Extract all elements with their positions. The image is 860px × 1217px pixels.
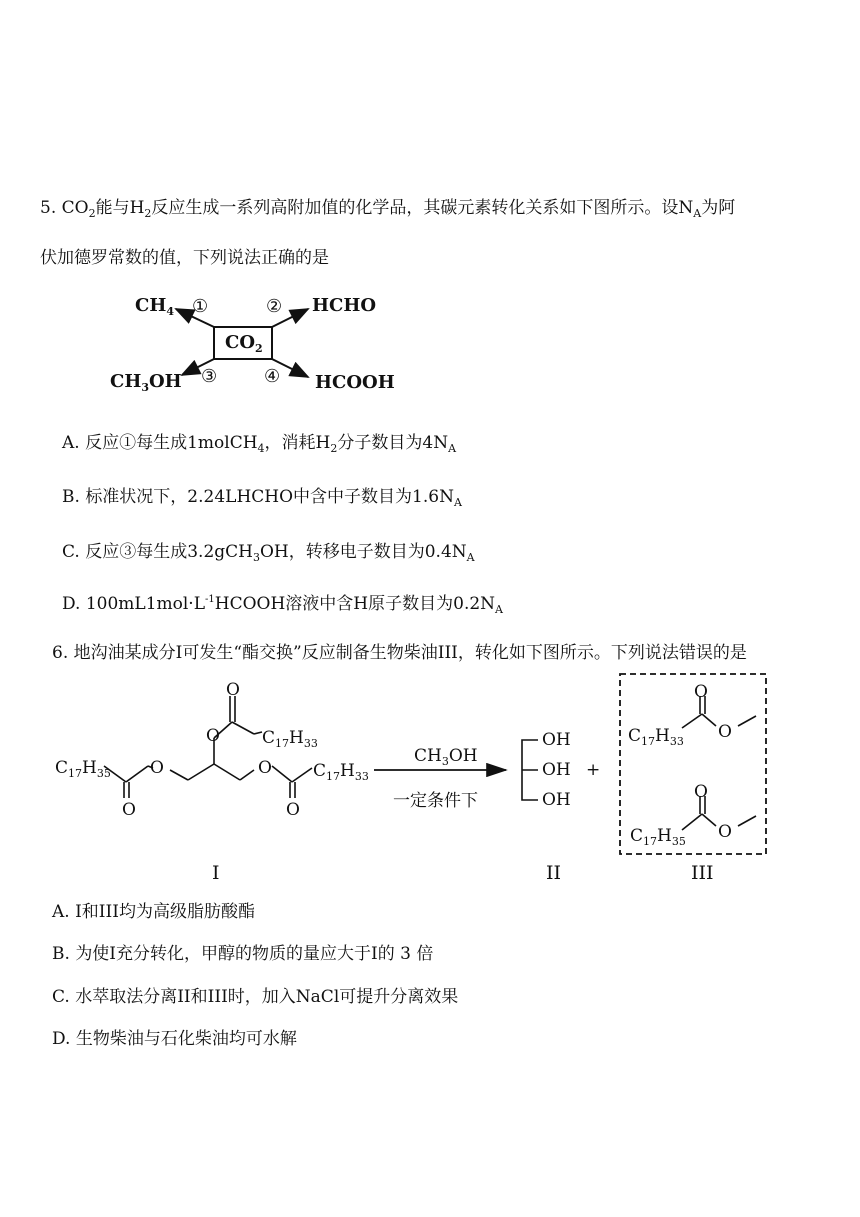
i-carbonyl-o-left: O	[122, 800, 136, 820]
ii-oh-3: OH	[542, 790, 571, 810]
q6-number: 6.	[52, 643, 69, 663]
iii-ester-o-top: O	[718, 722, 732, 742]
i-ester-o-left: O	[150, 758, 164, 778]
circled-2: ②	[266, 296, 283, 317]
i-carbonyl-o-right: O	[286, 800, 300, 820]
i-c17h33-right: $C_{17}H_{33}$	[313, 761, 369, 783]
plus-sign: +	[586, 760, 601, 780]
label-iii: III	[691, 862, 714, 884]
label-ii: II	[546, 862, 562, 884]
molecule-ii	[522, 740, 538, 800]
circled-3: ③	[201, 366, 218, 387]
iii-c17h33: $C_{17}H_{33}$	[628, 726, 684, 748]
ch4-label: $CH_4$	[135, 295, 174, 318]
q6-option-c: C. 水萃取法分离II和III时，加入NaCl可提升分离效果	[52, 987, 459, 1007]
q5-number: 5.	[40, 198, 57, 218]
i-ester-o-top: O	[206, 726, 220, 746]
q5-option-b: B. 标准状况下，2.24LHCHO中含中子数目为$1.6N_A$	[62, 487, 462, 509]
i-c17h35: $C_{17}H_{35}$	[55, 758, 111, 780]
co2-label: $CO_2$	[225, 332, 263, 355]
q6-option-d: D. 生物柴油与石化柴油均可水解	[52, 1029, 297, 1049]
ii-oh-1: OH	[542, 730, 571, 750]
reaction-condition: 一定条件下	[393, 791, 478, 811]
i-c17h33-top: $C_{17}H_{33}$	[262, 728, 318, 750]
iii-carbonyl-o-bottom: O	[694, 782, 708, 802]
iii-ester-o-bottom: O	[718, 822, 732, 842]
i-ester-o-right: O	[258, 758, 272, 778]
hcho-label: HCHO	[312, 295, 377, 316]
q5-option-c: C. 反应③每生成3.2gCH$_3$OH，转移电子数目为$0.4N_A$	[62, 542, 475, 564]
iii-carbonyl-o-top: O	[694, 682, 708, 702]
q6-stem: 6. 地沟油某成分I可发生“酯交换”反应制备生物柴油III，转化如下图所示。下列说法错误的是	[52, 643, 747, 663]
q5-stem-line2: 伏加德罗常数的值，下列说法正确的是	[40, 248, 329, 268]
ii-oh-2: OH	[542, 760, 571, 780]
hcooh-label: HCOOH	[315, 372, 395, 393]
reagent-methanol: $CH_3OH$	[414, 746, 478, 768]
q5-option-a: A. 反应①每生成1molCH$_4$，消耗$H_2$分子数目为$4N_A$	[62, 433, 457, 455]
q5-option-d: D. $100mL1mol\cdot L^{-1}HCOOH$溶液中含H原子数目为$0.2N_A$	[62, 594, 503, 616]
i-carbonyl-o-top: O	[226, 680, 240, 700]
iii-c17h35: $C_{17}H_{35}$	[630, 826, 686, 848]
q6-option-b: B. 为使I充分转化，甲醇的物质的量应大于I的 3 倍	[52, 944, 434, 964]
q5-stem-line1: 5. $CO_2$能与$H_2$反应生成一系列高附加值的化学品，其碳元素转化关系如下图所示。设$N_A$为阿	[40, 198, 736, 220]
circled-4: ④	[264, 366, 281, 387]
label-i: I	[212, 862, 220, 884]
circled-1: ①	[192, 296, 209, 317]
molecule-iii	[682, 696, 756, 830]
ch3oh-label: $CH_3OH$	[110, 371, 182, 394]
q6-option-a: A. I和III均为高级脂肪酸酯	[52, 902, 255, 922]
